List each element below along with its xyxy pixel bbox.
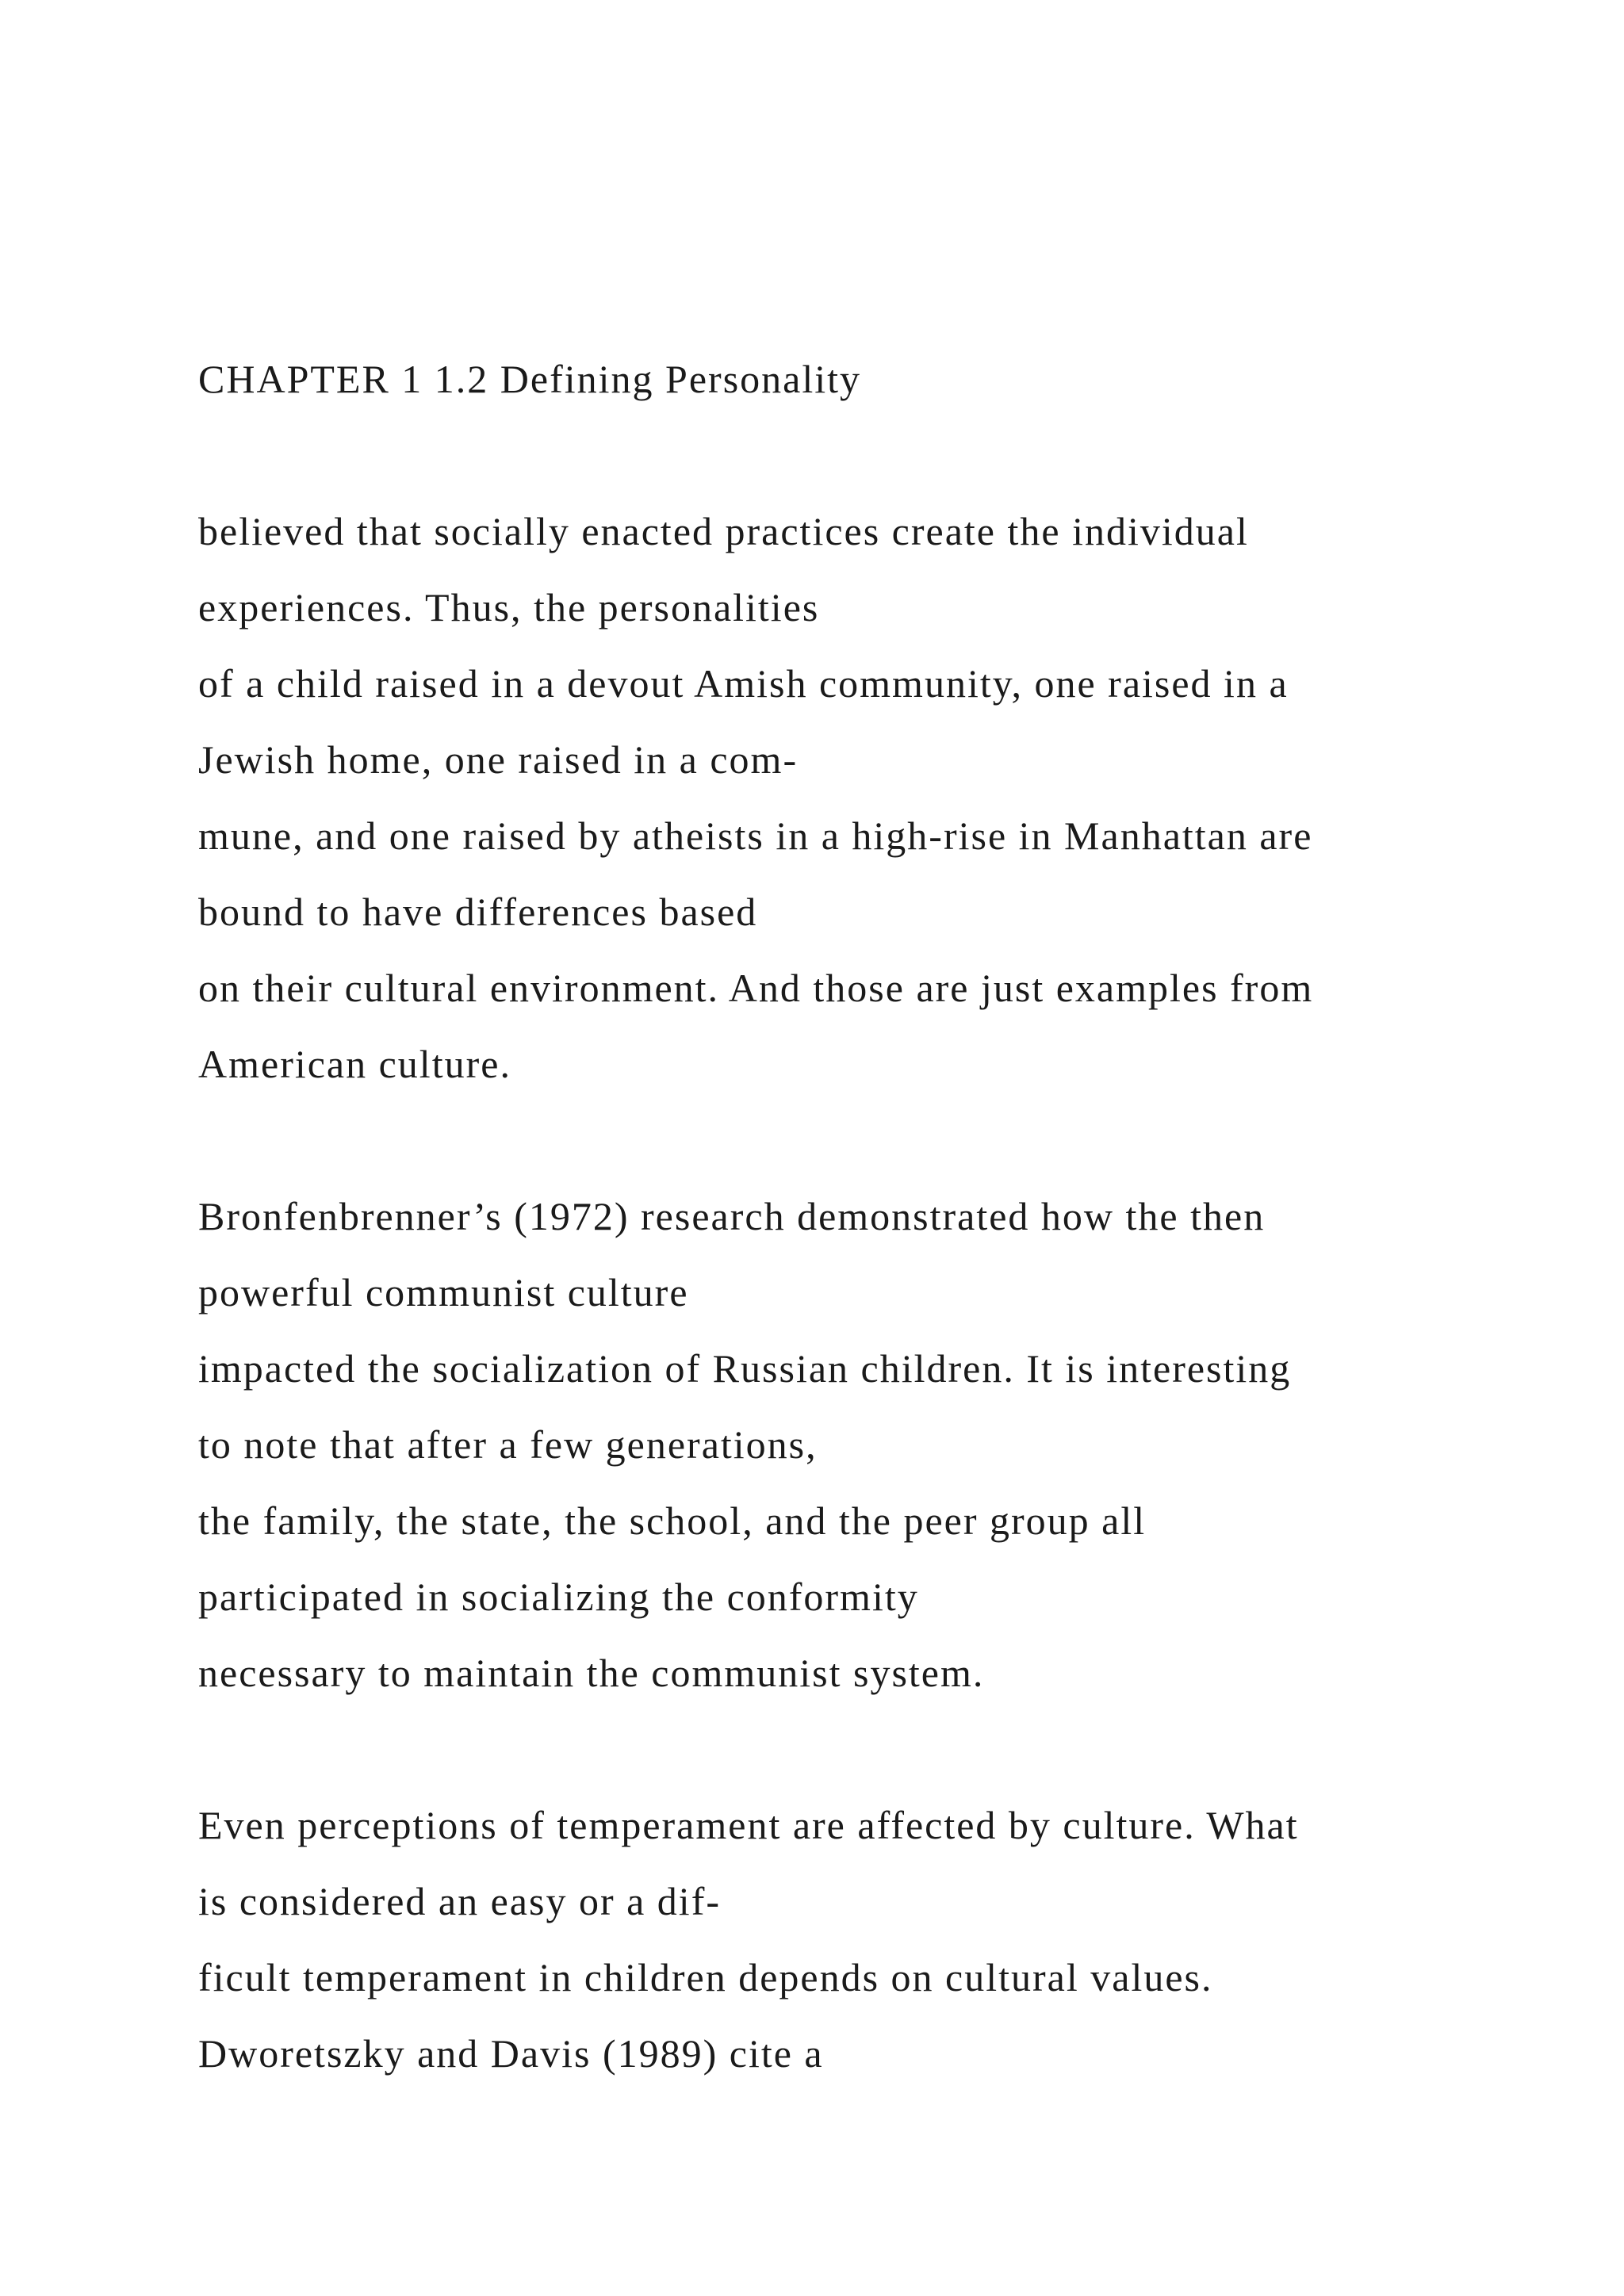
chapter-heading: CHAPTER 1 1.2 Defining Personality xyxy=(198,357,862,401)
paragraph-gap xyxy=(198,1719,1546,1795)
text-line: participated in socializing the conformity xyxy=(198,1575,919,1619)
text-line: Jewish home, one raised in a com- xyxy=(198,737,799,782)
text-line: experiences. Thus, the personalities xyxy=(198,585,820,629)
text-line: believed that socially enacted practices create the individual xyxy=(198,509,1249,553)
paragraph-2 xyxy=(198,1186,1546,1719)
text-line: Even perceptions of temperament are affected by culture. What xyxy=(198,1803,1299,1847)
text-line: necessary to maintain the communist system. xyxy=(198,1651,985,1695)
text-line: Bronfenbrenner’s (1972) research demonstrated how the then xyxy=(198,1194,1266,1238)
paragraph-gap xyxy=(198,425,1546,501)
text-line: of a child raised in a devout Amish community, one raised in a xyxy=(198,661,1289,706)
text-line: to note that after a few generations, xyxy=(198,1422,818,1467)
text-line: American culture. xyxy=(198,1042,511,1086)
text-line: bound to have differences based xyxy=(198,890,758,934)
text-line: on their cultural environment. And those are just examples from xyxy=(198,966,1314,1010)
document-body xyxy=(198,349,1546,2099)
text-line: the family, the state, the school, and the peer group all xyxy=(198,1498,1147,1543)
text-line: ficult temperament in children depends on cultural values. xyxy=(198,1955,1213,1999)
paragraph-1 xyxy=(198,501,1546,1110)
text-line: is considered an easy or a dif- xyxy=(198,1879,721,1923)
paragraph-gap xyxy=(198,1110,1546,1186)
text-line: mune, and one raised by atheists in a high-rise in Manhattan are xyxy=(198,813,1313,858)
text-line: Dworetszky and Davis (1989) cite a xyxy=(198,2031,824,2076)
text-line: powerful communist culture xyxy=(198,1270,689,1314)
paragraph-3 xyxy=(198,1795,1546,2099)
text-line: impacted the socialization of Russian children. It is interesting xyxy=(198,1346,1292,1391)
